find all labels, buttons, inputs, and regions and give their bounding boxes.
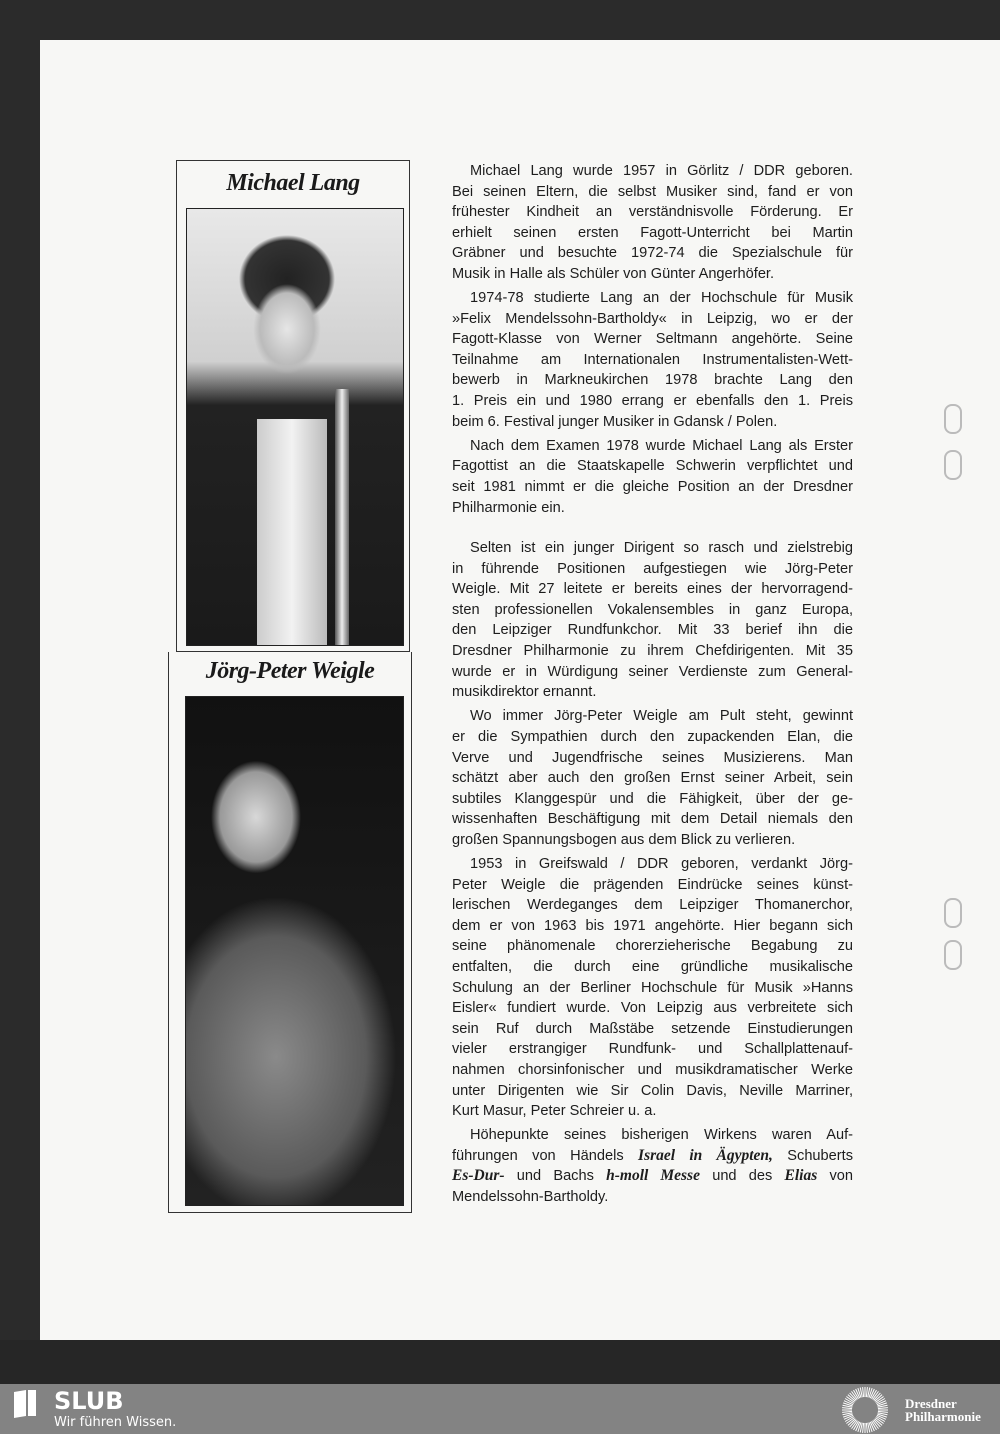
text-line: Wo immer Jörg-Peter Weigle am Pult steht, gewinnt	[470, 708, 853, 725]
footer-bar	[0, 1384, 1000, 1434]
text-line: Dresdner Philharmonie zu ihrem Chefdirigenten. Mit 35	[452, 643, 853, 660]
paragraph	[452, 706, 853, 850]
text-line: Fagott-Klasse von Werner Seltmann angehörte. Seine	[452, 331, 853, 348]
text-segment: und des	[699, 1168, 785, 1185]
paragraph	[452, 288, 853, 432]
text-segment: von	[817, 1168, 854, 1185]
work-title: Es-Dur-	[452, 1167, 505, 1185]
paragraph	[452, 161, 853, 285]
text-line: erhielt seinen ersten Fagott-Unterricht bei Martin	[452, 224, 853, 241]
text-line: wissenhaften Beschäftigung mit dem Detail niemals den	[452, 811, 853, 828]
logo-ray	[863, 1423, 864, 1433]
text-line: schätzt aber auch den großen Ernst seiner Arbeit, sein	[452, 770, 853, 787]
text-line: subtiles Klanggespür und die Fähigkeit, über der ge-	[452, 790, 853, 807]
text-line: Schulung an der Berliner Hochschule für Musik »Hanns	[452, 979, 853, 996]
work-title: Elias	[784, 1167, 818, 1185]
text-line: vieler erstrangiger Rundfunk- und Schallplattenauf-	[452, 1041, 853, 1058]
paragraph	[452, 538, 853, 703]
text-line: Teilnahme am Internationalen Instrumentalisten-Wett-	[452, 351, 853, 368]
text-line: in führende Positionen aufgestiegen wie Jörg-Peter	[452, 560, 853, 577]
text-line: entfalten, die durch eine gründliche musikalische	[452, 958, 853, 975]
logo-ray	[878, 1408, 888, 1409]
text-line: Selten ist ein junger Dirigent so rasch und zielstrebig	[470, 540, 853, 557]
text-line: den Leipziger Rundfunkchor. Mit 33 berief ihn die	[452, 622, 853, 639]
biography-text	[452, 161, 853, 1211]
text-line	[452, 1146, 853, 1167]
text-line: Kurt Masur, Peter Schreier u. a.	[452, 1103, 657, 1120]
logo-ray	[842, 1411, 852, 1412]
text-line: er die Sympathien durch den zupackenden Elan, die	[452, 728, 853, 745]
dresdner-philharmonie-logo-icon	[840, 1386, 890, 1434]
text-line: Michael Lang wurde 1957 in Görlitz / DDR geboren.	[470, 163, 853, 179]
text-line: Weigle. Mit 27 leitete er bereits eines der hervorragend-	[452, 581, 853, 598]
text-line: lerischen Werdeganges dem Leipziger Thomanerchor,	[452, 897, 853, 914]
text-line: Nach dem Examen 1978 wurde Michael Lang als Erster	[470, 437, 853, 454]
scan-border	[0, 1340, 1000, 1384]
logo-ray	[842, 1408, 852, 1409]
text-line: Verve und Jugendfrische seines Musizierens. Man	[452, 749, 853, 766]
binder-hole-icon	[944, 940, 962, 970]
text-line: Bei seinen Eltern, die selbst Musiker sind, fand er von	[452, 183, 853, 200]
slub-tagline: Wir führen Wissen.	[54, 1415, 177, 1430]
text-line: 1953 in Greifswald / DDR geboren, verdankt Jörg-	[470, 856, 853, 872]
text-line	[452, 1166, 853, 1187]
binder-hole-icon	[944, 898, 962, 928]
text-line: großen Spannungsbogen aus dem Blick zu verlieren.	[452, 831, 796, 848]
portrait-photo-michael-lang	[186, 208, 404, 646]
text-line: 1. Preis ein und 1980 errang er ebenfalls den 1. Preis	[452, 393, 853, 410]
text-line: wurde er in Würdigung seiner Verdienste zum General-	[452, 663, 853, 680]
text-line: Eisler« fundiert wurde. Von Leipzig aus verbreitete sich	[452, 1000, 853, 1017]
text-line: sten professionellen Vokalensembles in ganz Europa,	[452, 601, 853, 618]
text-line: sein Ruf durch Maßstäbe setzende Einstudierungen	[452, 1020, 853, 1037]
paragraph	[452, 854, 853, 1122]
text-segment: Höhepunkte seines bisherigen Wirkens waren Auf-	[470, 1127, 853, 1144]
partner-logo-text[interactable]	[905, 1397, 981, 1423]
photo-detail-shirt	[257, 419, 327, 646]
text-line: »Felix Mendelssohn-Bartholdy« in Leipzig, wo er der	[452, 310, 853, 327]
text-line: dem er von 1963 bis 1971 angehörte. Hier begann sich	[452, 917, 853, 934]
logo-ray	[863, 1387, 864, 1397]
slub-title[interactable]: SLUB	[54, 1387, 124, 1415]
text-line: Fagottist an die Staatskapelle Schwerin verpflichtet und	[452, 458, 853, 475]
profile-name: Michael Lang	[226, 170, 360, 196]
text-segment: Schuberts	[772, 1147, 853, 1164]
text-line: musikdirektor ernannt.	[452, 684, 597, 701]
profile-name: Jörg-Peter Weigle	[205, 658, 375, 684]
binder-hole-icon	[944, 404, 962, 434]
text-line: unter Dirigenten wie Sir Colin Davis, Neville Marriner,	[452, 1082, 853, 1099]
text-line: Peter Weigle die prägenden Eindrücke seines künst-	[452, 876, 853, 893]
partner-name-line2: Philharmonie	[905, 1409, 981, 1424]
logo-ray	[866, 1387, 867, 1397]
binder-hole-icon	[944, 450, 962, 480]
text-line	[452, 1187, 853, 1208]
slub-logo-icon	[12, 1388, 38, 1418]
partner-name-line1: Dresdner	[905, 1396, 957, 1411]
text-line: Philharmonie ein.	[452, 499, 565, 516]
paragraph	[452, 1125, 853, 1207]
text-line: seine phänomenale chorerzieherische Begabung zu	[452, 938, 853, 955]
text-segment: Mendelssohn-Bartholdy.	[452, 1189, 609, 1205]
text-line: beim 6. Festival junger Musiker in Gdansk / Polen.	[452, 413, 778, 430]
paragraph	[452, 436, 853, 518]
text-line: Musik in Halle als Schüler von Günter Angerhöfer.	[452, 265, 775, 282]
text-line: seit 1981 nimmt er die gleiche Position an der Dresdner	[452, 478, 853, 495]
text-line: 1974-78 studierte Lang an der Hochschule für Musik	[470, 290, 853, 307]
text-line	[452, 1125, 853, 1146]
text-line: frühester Kindheit an verständnisvolle Förderung. Er	[452, 204, 853, 221]
text-segment: führungen von Händels	[452, 1147, 639, 1164]
text-line: Gräbner und besuchte 1972-74 die Spezialschule für	[452, 245, 853, 262]
work-title: h-moll Messe	[606, 1167, 700, 1185]
logo-ray	[878, 1411, 888, 1412]
work-title: Israel in Ägypten,	[638, 1146, 773, 1164]
photo-detail-bassoon	[335, 389, 349, 646]
portrait-photo-joerg-peter-weigle	[185, 696, 404, 1206]
text-line: nahmen chorsinfonischer und musikdramatischer Werke	[452, 1061, 853, 1078]
text-line: bewerb in Markneukirchen 1978 brachte Lang den	[452, 372, 853, 389]
text-segment: und Bachs	[504, 1168, 607, 1185]
logo-ray	[866, 1423, 867, 1433]
